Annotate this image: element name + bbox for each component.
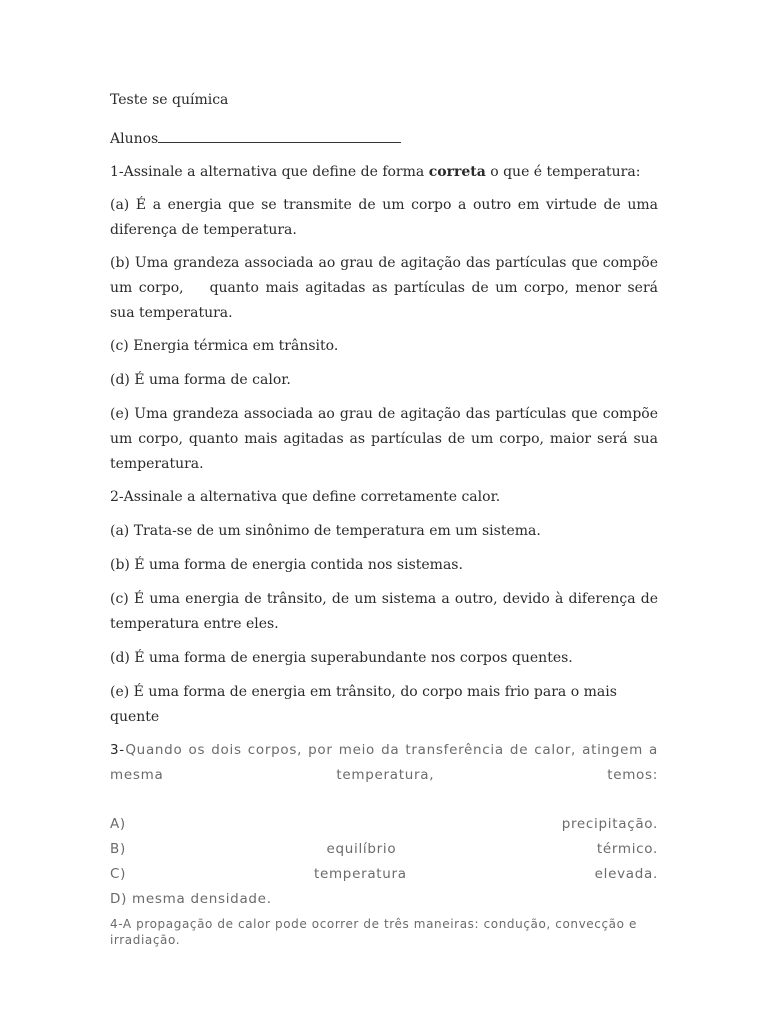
- q2-option-e: (e) É uma forma de energia em trânsito, do corpo mais frio para o mais quente: [110, 684, 617, 725]
- q3-option-d: [110, 887, 658, 912]
- alunos-blank-line: [158, 128, 401, 143]
- q3-option-label: A): [110, 816, 126, 832]
- q3-prompt: [110, 738, 658, 763]
- q3-number: 3-: [110, 742, 126, 758]
- q2-option-a: (a) Trata-se de um sinônimo de temperatura em um sistema.: [110, 523, 541, 539]
- q1-option-c: (c) Energia térmica em trânsito.: [110, 338, 339, 354]
- q3-prompt-word: mesma: [110, 767, 164, 783]
- q3-option-label: C): [110, 866, 127, 882]
- document-page: [110, 88, 663, 960]
- q1-prompt: [110, 160, 658, 185]
- q3-prompt-line2: [110, 763, 658, 788]
- q1-option-e: (e) Uma grandeza associada ao grau de agitação das partículas que compõe um corpo, quanto mais agitadas as partículas de um corpo, maior será sua temperatura.: [110, 406, 658, 472]
- q1-option-d: (d) É uma forma de calor.: [110, 372, 291, 388]
- q3-option-word: precipitação.: [561, 816, 658, 832]
- q3-option-word: elevada.: [594, 866, 658, 882]
- q1-prompt-bold: correta: [428, 164, 486, 180]
- q3-prompt-text: Quando os dois corpos, por meio da transferência de calor, atingem a: [125, 742, 658, 758]
- q2-prompt: 2-Assinale a alternativa que define corretamente calor.: [110, 489, 501, 505]
- q1-option-b: (b) Uma grandeza associada ao grau de agitação das partículas que compõe um corpo, quanto mais agitadas as partículas de um corpo, menor será sua temperatura.: [110, 255, 663, 321]
- q2-option-c: (c) É uma energia de trânsito, de um sistema a outro, devido à diferença de temperatura entre eles.: [110, 591, 658, 632]
- q3-option-label: B): [110, 841, 126, 857]
- q3-option-b: [110, 837, 658, 862]
- q3-prompt-word: temperatura,: [336, 767, 435, 783]
- alunos-field: [110, 127, 658, 152]
- q3-option-word: térmico.: [596, 841, 658, 857]
- document-title: Teste se química: [110, 92, 229, 108]
- q3-option-word: equilíbrio: [326, 841, 397, 857]
- q1-prompt-start: 1-Assinale a alternativa que define de forma: [110, 164, 429, 180]
- q3-option-c: [110, 862, 658, 887]
- q2-option-b: (b) É uma forma de energia contida nos sistemas.: [110, 557, 463, 573]
- q3-option-a: [110, 812, 658, 837]
- q1-prompt-end: o que é temperatura:: [485, 164, 641, 180]
- q3-block: [110, 738, 658, 912]
- q2-option-d: (d) É uma forma de energia superabundante nos corpos quentes.: [110, 650, 573, 666]
- q1-option-a: (a) É a energia que se transmite de um corpo a outro em virtude de uma diferença de temperatura.: [110, 197, 658, 238]
- q3-option-word: temperatura: [313, 866, 407, 882]
- q3-prompt-word: temos:: [607, 767, 658, 783]
- q4-prompt: 4-A propagação de calor pode ocorrer de três maneiras: condução, convecção e irradiação.: [110, 917, 637, 947]
- q3-option-label: D) mesma densidade.: [110, 891, 272, 907]
- alunos-label: Alunos: [110, 131, 159, 147]
